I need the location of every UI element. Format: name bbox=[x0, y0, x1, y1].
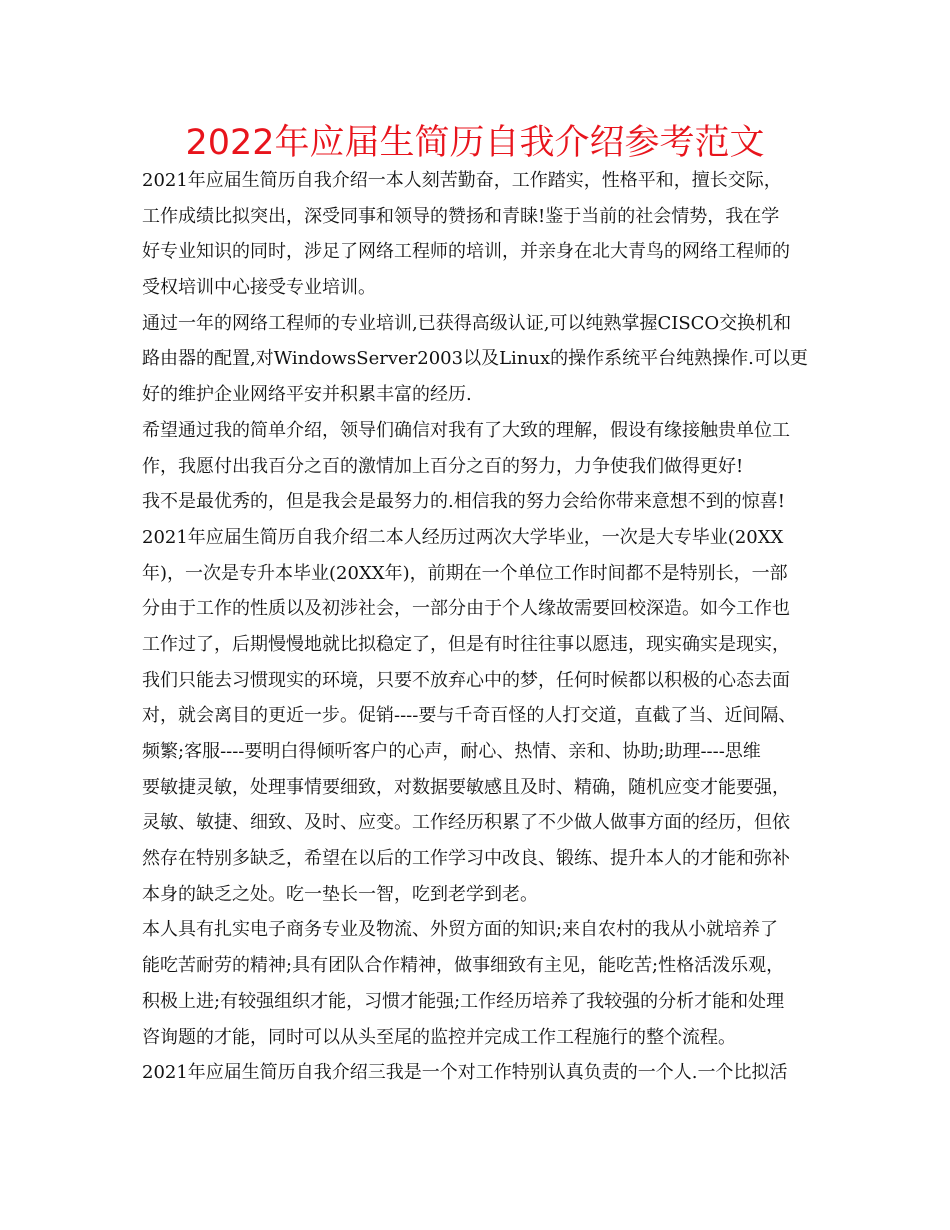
text-line: 2021年应届生简历自我介绍二本人经历过两次大学毕业，一次是大专毕业(20XX bbox=[142, 526, 784, 548]
text-line: 本身的缺乏之处。吃一垫长一智，吃到老学到老。 bbox=[142, 883, 538, 905]
document-body bbox=[142, 163, 822, 1091]
text-line: 好的维护企业网络平安并积累丰富的经历. bbox=[142, 384, 472, 406]
text-line: 工作过了，后期慢慢地就比拟稳定了，但是有时往往事以愿违，现实确实是现实， bbox=[142, 633, 790, 655]
text-line: 对，就会离目的更近一步。促销----要与千奇百怪的人打交道，直截了当、近间隔、 bbox=[142, 705, 797, 727]
text-line: 能吃苦耐劳的精神;具有团队合作精神，做事细致有主见，能吃苦;性格活泼乐观， bbox=[142, 955, 785, 977]
text-line: 频繁;客服----要明白得倾听客户的心声，耐心、热情、亲和、协助;助理----思维 bbox=[142, 741, 761, 762]
text-line: 通过一年的网络工程师的专业培训,已获得高级认证,可以纯熟掌握CISCO交换机和 bbox=[142, 312, 792, 334]
text-line: 希望通过我的简单介绍，领导们确信对我有了大致的理解，假设有缘接触贵单位工 bbox=[142, 419, 790, 441]
text-line: 咨询题的才能，同时可以从头至尾的监控并完成工作工程施行的整个流程。 bbox=[142, 1026, 736, 1048]
text-line: 然存在特别多缺乏，希望在以后的工作学习中改良、锻练、提升本人的才能和弥补 bbox=[142, 848, 790, 870]
text-line: 工作成绩比拟突出，深受同事和领导的赞扬和青睐!鉴于当前的社会情势，我在学 bbox=[142, 205, 780, 227]
text-line: 积极上进;有较强组织才能，习惯才能强;工作经历培养了我较强的分析才能和处理 bbox=[142, 990, 785, 1012]
text-line: 我不是最优秀的，但是我会是最努力的.相信我的努力会给你带来意想不到的惊喜! bbox=[142, 491, 785, 513]
text-line: 作，我愿付出我百分之百的激情加上百分之百的努力，力争使我们做得更好! bbox=[142, 455, 744, 477]
text-line: 2021年应届生简历自我介绍三我是一个对工作特别认真负责的一个人.一个比拟活 bbox=[142, 1062, 788, 1084]
text-line: 要敏捷灵敏，处理事情要细致，对数据要敏感且及时、精确，随机应变才能要强， bbox=[142, 776, 790, 798]
text-line: 路由器的配置,对WindowsServer2003以及Linux的操作系统平台纯熟操作.可以更 bbox=[142, 348, 808, 370]
text-line: 2021年应届生简历自我介绍一本人刻苦勤奋，工作踏实，性格平和，擅长交际， bbox=[142, 170, 782, 191]
text-line: 好专业知识的同时，涉足了网络工程师的培训，并亲身在北大青鸟的网络工程师的 bbox=[142, 241, 790, 263]
page-title: 2022年应届生简历自我介绍参考范文 bbox=[185, 123, 765, 163]
text-line: 灵敏、敏捷、细致、及时、应变。工作经历积累了不少做人做事方面的经历，但依 bbox=[142, 812, 790, 834]
text-line: 我们只能去习惯现实的环境，只要不放弃心中的梦，任何时候都以积极的心态去面 bbox=[142, 669, 790, 691]
text-line: 年)，一次是专升本毕业(20XX年)，前期在一个单位工作时间都不是特别长，一部 bbox=[142, 562, 788, 584]
text-line: 受权培训中心接受专业培训。 bbox=[142, 277, 376, 299]
text-line: 分由于工作的性质以及初涉社会，一部分由于个人缘故需要回校深造。如今工作也 bbox=[142, 598, 790, 620]
text-line: 本人具有扎实电子商务专业及物流、外贸方面的知识;来自农村的我从小就培养了 bbox=[142, 919, 779, 941]
